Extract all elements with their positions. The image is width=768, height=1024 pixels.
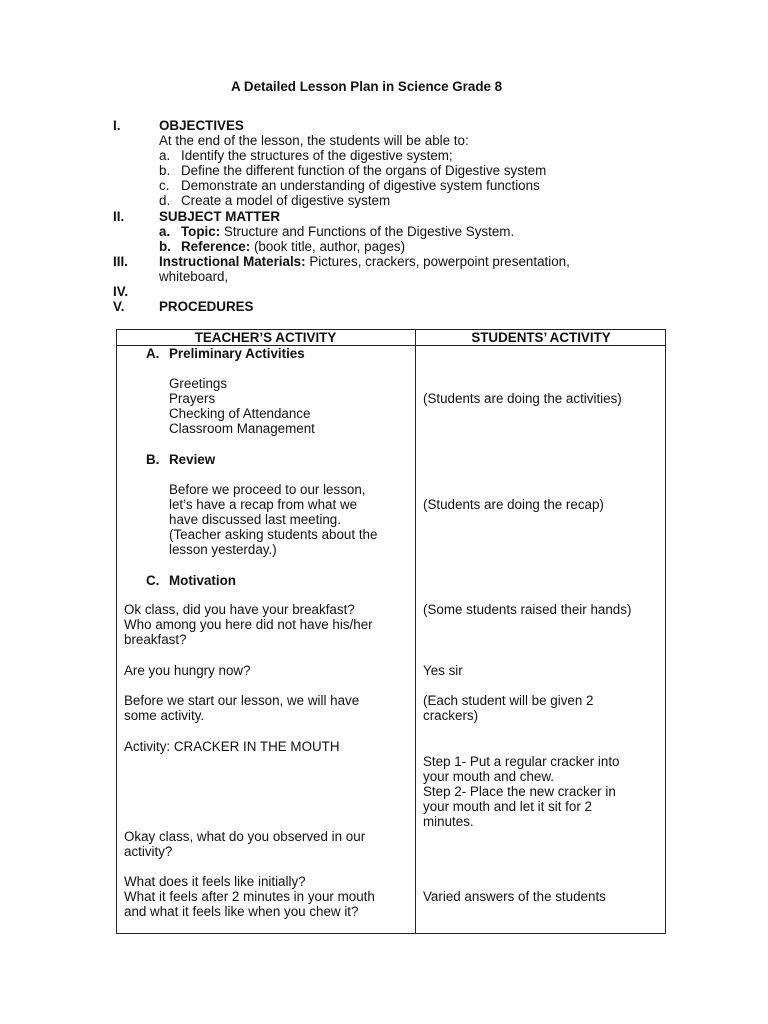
list-item: Classroom Management — [169, 421, 315, 436]
objective-item: Demonstrate an understanding of digestive system functions — [181, 178, 540, 193]
materials-label: Instructional Materials: — [159, 254, 306, 269]
objectives-heading: OBJECTIVES — [159, 118, 244, 133]
objective-marker: c. — [159, 178, 170, 193]
materials-text: Pictures, crackers, powerpoint presentation, — [309, 254, 570, 269]
reference-line — [181, 239, 405, 254]
student-response: (Students are doing the recap) — [423, 497, 604, 512]
topic-line — [181, 224, 514, 239]
student-response: (Each student will be given 2 — [423, 693, 594, 708]
teacher-line: activity? — [124, 844, 173, 859]
materials-text-cont: whiteboard, — [159, 269, 229, 284]
objective-marker: b. — [159, 163, 171, 178]
reference-label: Reference: — [181, 239, 251, 254]
activity-marker: C. — [146, 573, 160, 588]
table-column-divider — [415, 329, 416, 934]
section-number: V. — [113, 299, 125, 314]
review-text: let’s have a recap from what we — [169, 497, 358, 512]
objective-marker: a. — [159, 148, 171, 163]
teacher-line: and what it feels like when you chew it? — [124, 904, 359, 919]
subject-marker: b. — [159, 239, 171, 254]
teacher-line: What does it feels like initially? — [124, 874, 306, 889]
reference-text: (book title, author, pages) — [253, 239, 406, 254]
page-title: A Detailed Lesson Plan in Science Grade 8 — [231, 79, 503, 94]
teacher-line: What it feels after 2 minutes in your mouth — [124, 889, 375, 904]
student-response: (Some students raised their hands) — [423, 602, 632, 617]
teacher-line: Who among you here did not have his/her — [124, 617, 373, 632]
topic-text: Structure and Functions of the Digestive System. — [223, 224, 515, 239]
list-item: Greetings — [169, 376, 228, 391]
activity-marker: B. — [146, 452, 160, 467]
student-response: your mouth and chew. — [423, 769, 555, 784]
activity-marker: A. — [146, 346, 160, 361]
list-item: Prayers — [169, 391, 216, 406]
teacher-line: Are you hungry now? — [124, 663, 251, 678]
teacher-line: breakfast? — [124, 632, 187, 647]
teacher-line: Okay class, what do you observed in our — [124, 829, 366, 844]
teacher-activity-header: TEACHER’S ACTIVITY — [194, 330, 337, 345]
teacher-line: some activity. — [124, 708, 205, 723]
section-number: IV. — [113, 284, 129, 299]
student-response: minutes. — [423, 814, 474, 829]
objective-item: Identify the structures of the digestive system; — [181, 148, 453, 163]
section-number: I. — [113, 118, 121, 133]
materials-line — [159, 254, 570, 269]
section-number: III. — [113, 254, 128, 269]
student-response: your mouth and let it sit for 2 — [423, 799, 592, 814]
motivation-heading: Motivation — [169, 573, 236, 588]
procedures-heading: PROCEDURES — [159, 299, 254, 314]
objective-item: Define the different function of the organs of Digestive system — [181, 163, 547, 178]
objective-marker: d. — [159, 193, 171, 208]
topic-label: Topic: — [181, 224, 221, 239]
section-number: II. — [113, 209, 125, 224]
preliminary-activities-heading: Preliminary Activities — [169, 346, 305, 361]
review-text: lesson yesterday.) — [169, 542, 277, 557]
review-text: (Teacher asking students about the — [169, 527, 378, 542]
student-response: crackers) — [423, 708, 479, 723]
student-response: (Students are doing the activities) — [423, 391, 622, 406]
objectives-intro: At the end of the lesson, the students will be able to: — [159, 133, 469, 148]
teacher-line: Ok class, did you have your breakfast? — [124, 602, 355, 617]
student-response: Step 1- Put a regular cracker into — [423, 754, 620, 769]
subject-matter-heading: SUBJECT MATTER — [159, 209, 281, 224]
student-response: Yes sir — [423, 663, 463, 678]
student-response: Varied answers of the students — [423, 889, 606, 904]
review-text: Before we proceed to our lesson, — [169, 482, 366, 497]
objective-item: Create a model of digestive system — [181, 193, 391, 208]
list-item: Checking of Attendance — [169, 406, 311, 421]
teacher-line: Activity: CRACKER IN THE MOUTH — [124, 739, 340, 754]
review-heading: Review — [169, 452, 216, 467]
subject-marker: a. — [159, 224, 171, 239]
students-activity-header: STUDENTS’ ACTIVITY — [471, 330, 611, 345]
student-response: Step 2- Place the new cracker in — [423, 784, 616, 799]
review-text: have discussed last meeting. — [169, 512, 341, 527]
teacher-line: Before we start our lesson, we will have — [124, 693, 360, 708]
